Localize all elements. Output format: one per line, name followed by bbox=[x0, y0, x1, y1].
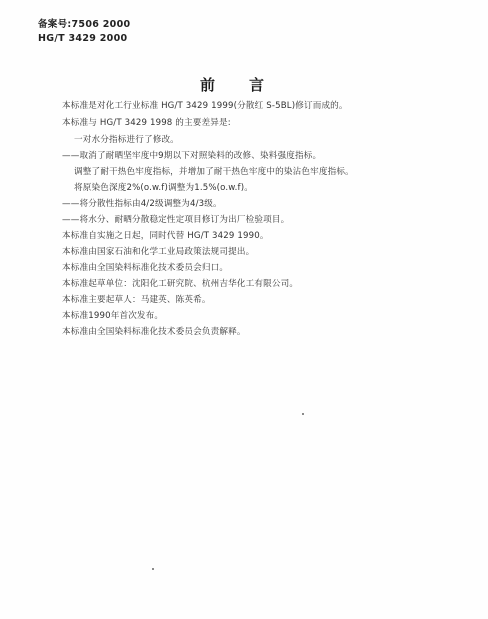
body-line: 本标准起草单位：沈阳化工研究院、杭州吉华化工有限公司。 bbox=[62, 279, 299, 289]
body-line: 一对水分指标进行了修改。 bbox=[74, 135, 179, 145]
body-line: 本标准是对化工行业标准 HG/T 3429 1999(分散红 S-5BL)修订而成的。 bbox=[62, 101, 348, 111]
body-line: 本标准由全国染料标准化技术委员会负责解释。 bbox=[62, 327, 246, 337]
scan-speck bbox=[302, 413, 304, 415]
body-line: 本标准自实施之日起，同时代替 HG/T 3429 1990。 bbox=[62, 231, 269, 241]
body-line: 本标准主要起草人：马建英、陈英希。 bbox=[62, 295, 211, 305]
filing-number: 备案号:7506 2000 bbox=[38, 19, 131, 30]
body-line: 本标准与 HG/T 3429 1998 的主要差异是: bbox=[62, 118, 231, 128]
body-line: 本标准由全国染料标准化技术委员会归口。 bbox=[62, 263, 229, 273]
scan-speck bbox=[152, 568, 154, 570]
body-line: 本标准1990年首次发布。 bbox=[62, 311, 164, 321]
body-line: 本标准由国家石油和化学工业局政策法规司提出。 bbox=[62, 247, 255, 257]
body-line: 将原染色深度2%(o.w.f)调整为1.5%(o.w.f)。 bbox=[74, 183, 253, 193]
body-line: ——将分散性指标由4/2级调整为4/3级。 bbox=[62, 199, 222, 209]
page-title: 前言 bbox=[200, 76, 299, 94]
body-line: ——将水分、耐晒分散稳定性定项目修订为出厂检验项目。 bbox=[62, 215, 290, 225]
body-line: ——取消了耐晒坚牢度中9期以下对照染料的改修、染料强度指标。 bbox=[62, 151, 322, 161]
standard-code: HG/T 3429 2000 bbox=[38, 33, 128, 44]
body-line: 调整了耐干热色牢度指标，并增加了耐干热色牢度中的染沾色牢度指标。 bbox=[74, 167, 354, 177]
